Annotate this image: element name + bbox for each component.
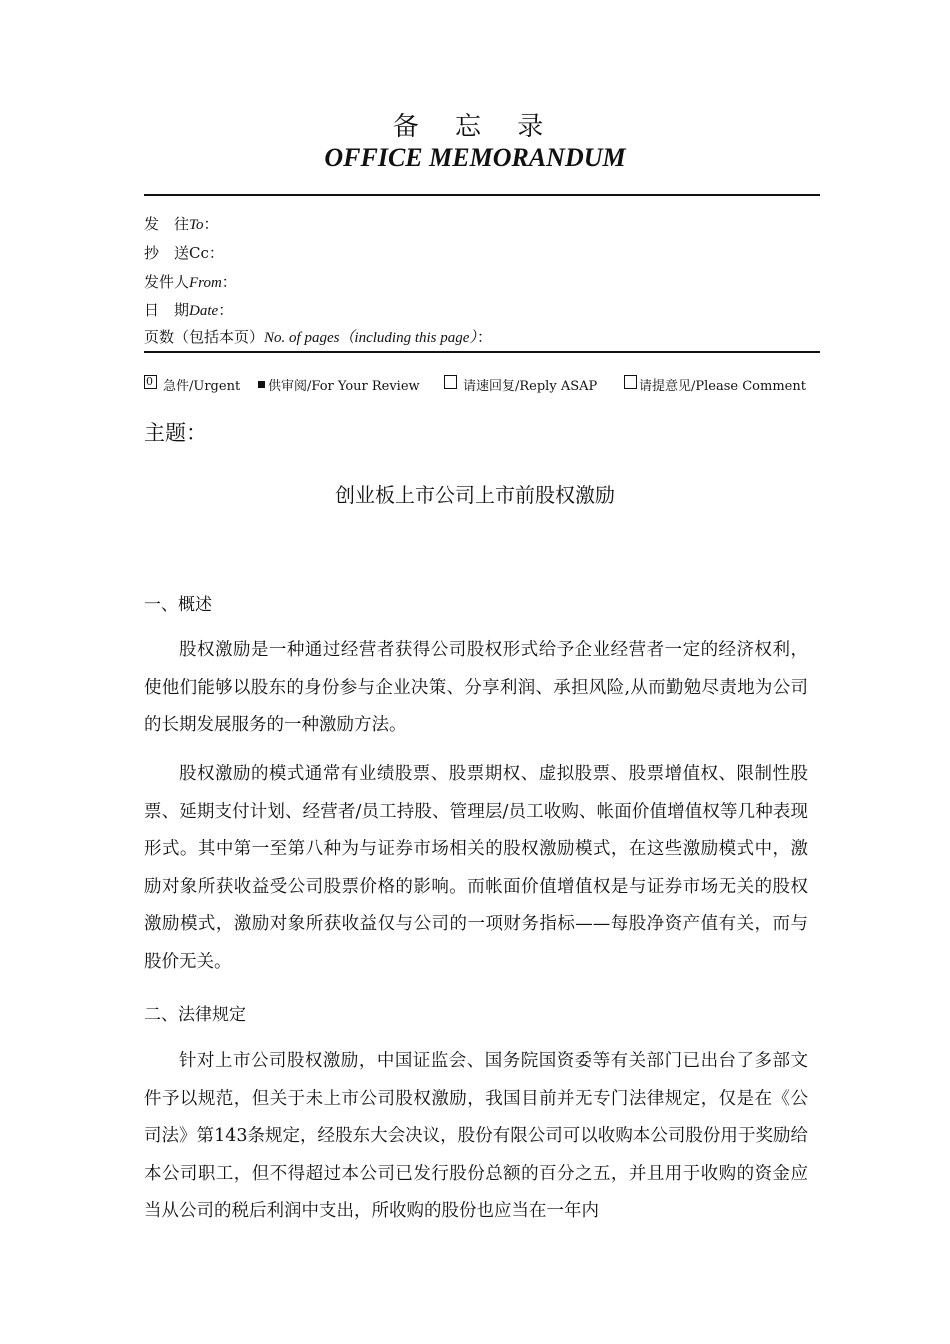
comment-checkbox[interactable]: [624, 375, 637, 389]
subject-label: 主题：: [144, 421, 207, 445]
reply-option[interactable]: [444, 375, 597, 394]
from-field: [144, 271, 237, 292]
pages-label-en: No. of pages（including this page）: [264, 330, 477, 346]
pages-label-cn: 页数（包括本页）: [144, 328, 265, 346]
cc-label-cn: 抄 送: [144, 244, 190, 262]
from-label-en: From: [189, 275, 222, 291]
review-checkbox-filled[interactable]: [258, 381, 265, 388]
pages-field: [144, 326, 492, 347]
date-field: [144, 299, 233, 320]
to-label-cn: 发 往: [144, 215, 190, 233]
subject-text: 创业板上市公司上市前股权激励: [335, 483, 615, 507]
date-colon: ：: [218, 301, 234, 319]
header-bottom-rule: [144, 351, 820, 353]
comment-label: 请提意见/Please Comment: [639, 379, 806, 394]
review-label: 供审阅/For Your Review: [268, 379, 420, 394]
memo-title-en: OFFICE MEMORANDUM: [324, 143, 626, 172]
cc-field: [144, 242, 224, 263]
urgent-label: 急件/Urgent: [163, 379, 241, 394]
comment-option[interactable]: [624, 375, 806, 394]
reply-checkbox[interactable]: [444, 375, 457, 389]
reply-label: 请速回复/Reply ASAP: [463, 379, 598, 394]
section-1-paragraph-1: 股权激励是一种通过经营者获得公司股权形式给予企业经营者一定的经济权利，使他们能够以股东的身份参与企业决策、分享利润、承担风险,从而勤勉尽责地为公司的长期发展服务的一种激励方法。: [144, 640, 808, 735]
pages-colon: ：: [476, 328, 492, 346]
from-label-cn: 发件人: [144, 273, 190, 291]
header-top-rule: [144, 194, 820, 196]
section-1-paragraph-2: 股权激励的模式通常有业绩股票、股票期权、虚拟股票、股票增值权、限制性股票、延期支付计划、经营者/员工持股、管理层/员工收购、帐面价值增值权等几种表现形式。其中第一至第八种为与证券市场相关的股权激励模式，在这些激励模式中，激励对象所获收益受公司股票价格的影响。而帐面价值增值权是与证券市场无关的股权激励模式，激励对象所获收益仅与公司的一项财务指标——每股净资产值有关，而与股价无关。: [144, 764, 808, 972]
priority-options: [144, 375, 820, 397]
urgent-checkbox[interactable]: 0: [144, 375, 157, 389]
section-1-title: 一、概述: [144, 595, 212, 615]
to-field: [144, 213, 219, 234]
cc-label-en: Cc: [189, 244, 209, 262]
section-2-paragraph-1: 针对上市公司股权激励，中国证监会、国务院国资委等有关部门已出台了多部文件予以规范，但关于未上市公司股权激励，我国目前并无专门法律规定，仅是在《公司法》第143条规定，经股东大会决议，股份有限公司可以收购本公司股份用于奖励给本公司职工，但不得超过本公司已发行股份总额的百分之五，并且用于收购的资金应当从公司的税后利润中支出，所收购的股份也应当在一年内: [144, 1051, 808, 1221]
date-label-en: Date: [189, 303, 219, 319]
memo-title-cn: 备 忘 录: [392, 112, 558, 142]
from-colon: ：: [221, 273, 237, 291]
to-label-en: To: [189, 217, 204, 233]
urgent-option[interactable]: [144, 375, 240, 394]
section-2-title: 二、法律规定: [144, 1005, 246, 1025]
cc-colon: ：: [208, 244, 224, 262]
date-label-cn: 日 期: [144, 301, 190, 319]
review-option[interactable]: [258, 375, 420, 394]
to-colon: ：: [203, 215, 219, 233]
